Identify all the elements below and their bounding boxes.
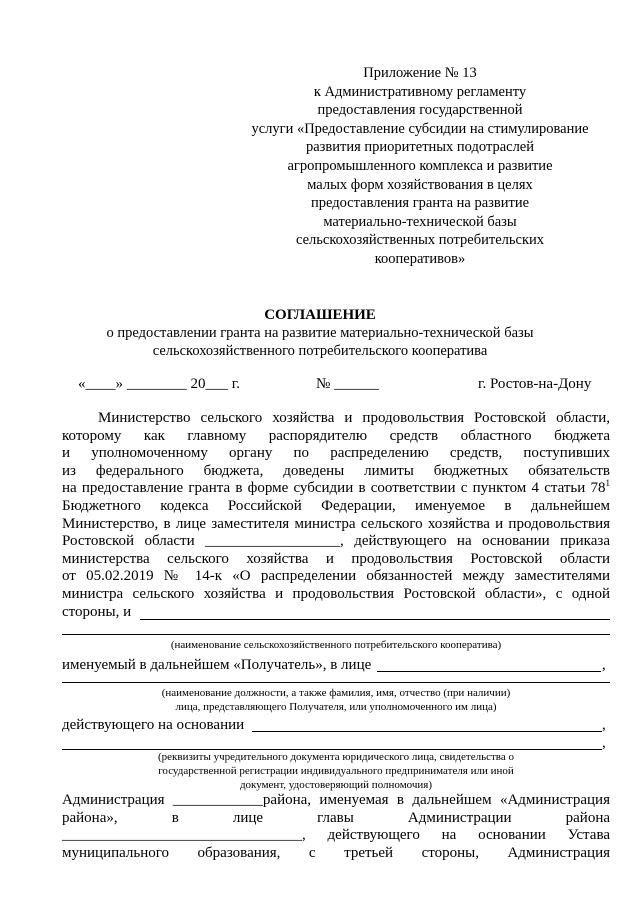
paragraph-ministry: [62, 410, 610, 621]
agreement-city: г. Ростов-на-Дону: [478, 376, 592, 392]
comma: ,: [602, 717, 606, 733]
appendix-line: кооперативов»: [374, 250, 466, 267]
appendix-line: Приложение № 13: [363, 65, 477, 81]
appendix-line: услуги «Предоставление субсидии на стимулирование: [251, 120, 589, 137]
comma: ,: [602, 657, 606, 673]
document-title-block: [0, 306, 640, 360]
paragraph-line: от 05.02.2019 № 14-к «О распределении обязанностей между заместителями: [62, 568, 610, 585]
document-subtitle: о предоставлении гранта на развитие материально-технической базы: [106, 325, 534, 341]
paragraph-line: Администрация ____________района, именуемая в дальнейшем «Администрация: [62, 792, 610, 808]
paragraph-administration: [62, 792, 610, 862]
paragraph-line: и уполномоченному органу по распределению средств, поступивших: [62, 445, 610, 462]
footnote-mark: 1: [605, 478, 610, 489]
paragraph-line: стороны, и: [62, 604, 610, 622]
paragraph-line: Министерство, в лице заместителя министра сельского хозяйства и продовольствия: [62, 515, 610, 532]
paragraph-line: муниципального образования, с третьей стороны, Администрация: [62, 844, 610, 861]
docs-note: (реквизиты учредительного документа юридического лица, свидетельства о государственной регистрации индивидуального предпринимателя или иной документ, удостоверяющий полномочия): [157, 751, 514, 791]
document-title: СОГЛАШЕНИЕ: [264, 307, 376, 323]
document-subtitle: сельскохозяйственного потребительского кооператива: [152, 343, 488, 359]
agreement-date: «____» ________ 20___ г.: [78, 376, 240, 392]
paragraph-line-with-footnote: на предоставление гранта в форме субсидии в соответствии с пунктом 4 статьи $78^1$: [62, 478, 610, 497]
paragraph-line: Ростовской области __________________, действующего на основании приказа: [62, 533, 610, 550]
paragraph-line: которому как главному распорядителю средств областного бюджета: [62, 427, 610, 444]
appendix-line: предоставления гранта на развитие: [310, 195, 530, 212]
appendix-line: развития приоритетных подотраслей: [305, 139, 535, 156]
position-line: [62, 682, 610, 683]
appendix-line: сельскохозяйственных потребительских: [295, 232, 544, 249]
blank-line: [140, 619, 610, 620]
paragraph-line: министерства сельского хозяйства и продовольствия Ростовской области: [62, 550, 610, 567]
comma: ,: [602, 735, 606, 751]
basis-blank: [252, 731, 602, 732]
basis-label: действующего на основании: [62, 717, 245, 733]
coop-name-line: [62, 634, 610, 635]
paragraph-line: ________________________________, действующего на основании Устава: [62, 827, 610, 844]
position-note: (наименование должности, а также фамилия, имя, отчество (при наличии) лица, представляющего Получателя, или уполномоченного им лица): [161, 687, 511, 713]
paragraph-line: из федерального бюджета, доведены лимиты бюджетных обязательств: [62, 462, 610, 479]
recipient-blank: [377, 671, 601, 672]
paragraph-line: министра сельского хозяйства и продовольствия Ростовской области», с одной: [62, 585, 610, 602]
appendix-line: предоставления государственной: [317, 102, 523, 119]
paragraph-line: Бюджетного кодекса Российской Федерации, именуемое в дальнейшем: [62, 497, 610, 514]
recipient-label: именуемый в дальнейшем «Получатель», в лице: [62, 657, 372, 673]
appendix-line: агропромышленного комплекса и развитие: [287, 157, 553, 174]
appendix-header: [230, 64, 610, 269]
coop-name-note: (наименование сельскохозяйственного потребительского кооператива): [170, 639, 502, 651]
agreement-number: № ______: [316, 376, 380, 392]
appendix-line: материально-технической базы: [323, 213, 517, 230]
appendix-line: малых форм хозяйствования в целях: [307, 176, 533, 193]
appendix-line: к Административному регламенту: [313, 83, 527, 100]
paragraph-line: района», в лице главы Администрации района: [62, 809, 610, 826]
paragraph-line: Министерство сельского хозяйства и продовольствия Ростовской области,: [98, 410, 610, 426]
